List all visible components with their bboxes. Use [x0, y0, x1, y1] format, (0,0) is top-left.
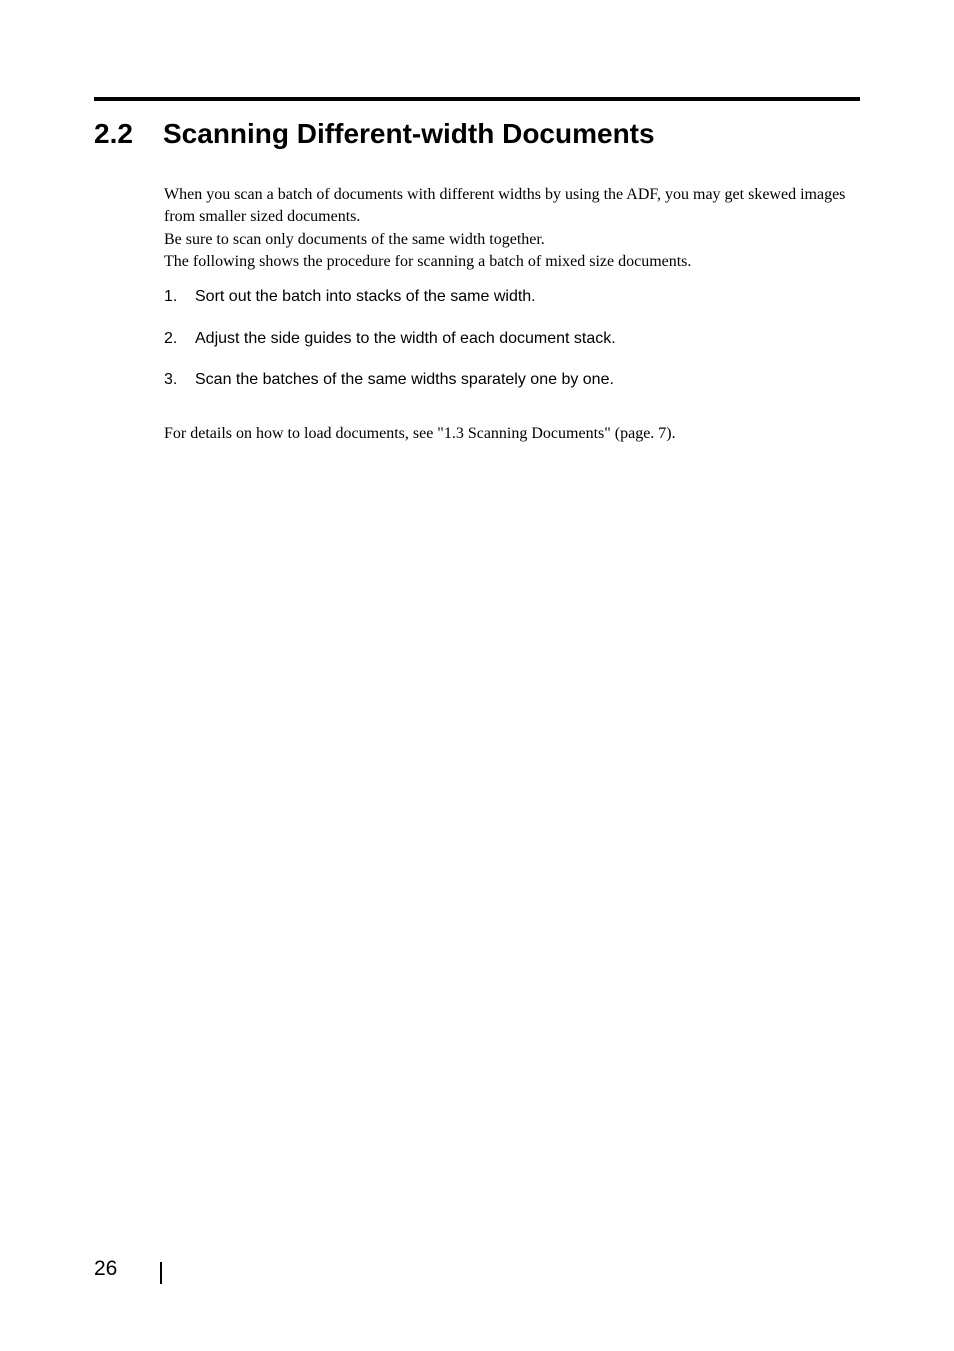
section-heading	[94, 116, 655, 152]
step-text: Scan the batches of the same widths sparately one by one.	[195, 371, 614, 388]
footer-divider	[160, 1262, 162, 1284]
section-title: Scanning Different-width Documents	[163, 118, 655, 149]
step-number: 1.	[164, 288, 178, 305]
procedure-steps	[164, 286, 854, 411]
page-number: 26	[94, 1257, 118, 1280]
intro-paragraph: The following shows the procedure for scanning a batch of mixed size documents.	[164, 252, 692, 270]
heading-rule	[94, 97, 860, 101]
step-text: Adjust the side guides to the width of each document stack.	[195, 329, 616, 347]
section-number: 2.2	[94, 118, 133, 149]
step-item	[164, 369, 854, 391]
step-number: 3.	[164, 371, 178, 388]
intro-text	[164, 184, 864, 273]
step-item	[164, 286, 854, 308]
cross-reference-text: For details on how to load documents, see "1.3 Scanning Documents" (page. 7).	[164, 425, 676, 442]
intro-paragraph: Be sure to scan only documents of the same width together.	[164, 230, 545, 248]
step-item	[164, 328, 854, 350]
step-number: 2.	[164, 329, 178, 347]
intro-paragraph: When you scan a batch of documents with different widths by using the ADF, you may get skewed images from smaller sized documents.	[164, 186, 846, 226]
step-text: Sort out the batch into stacks of the same width.	[195, 288, 536, 305]
